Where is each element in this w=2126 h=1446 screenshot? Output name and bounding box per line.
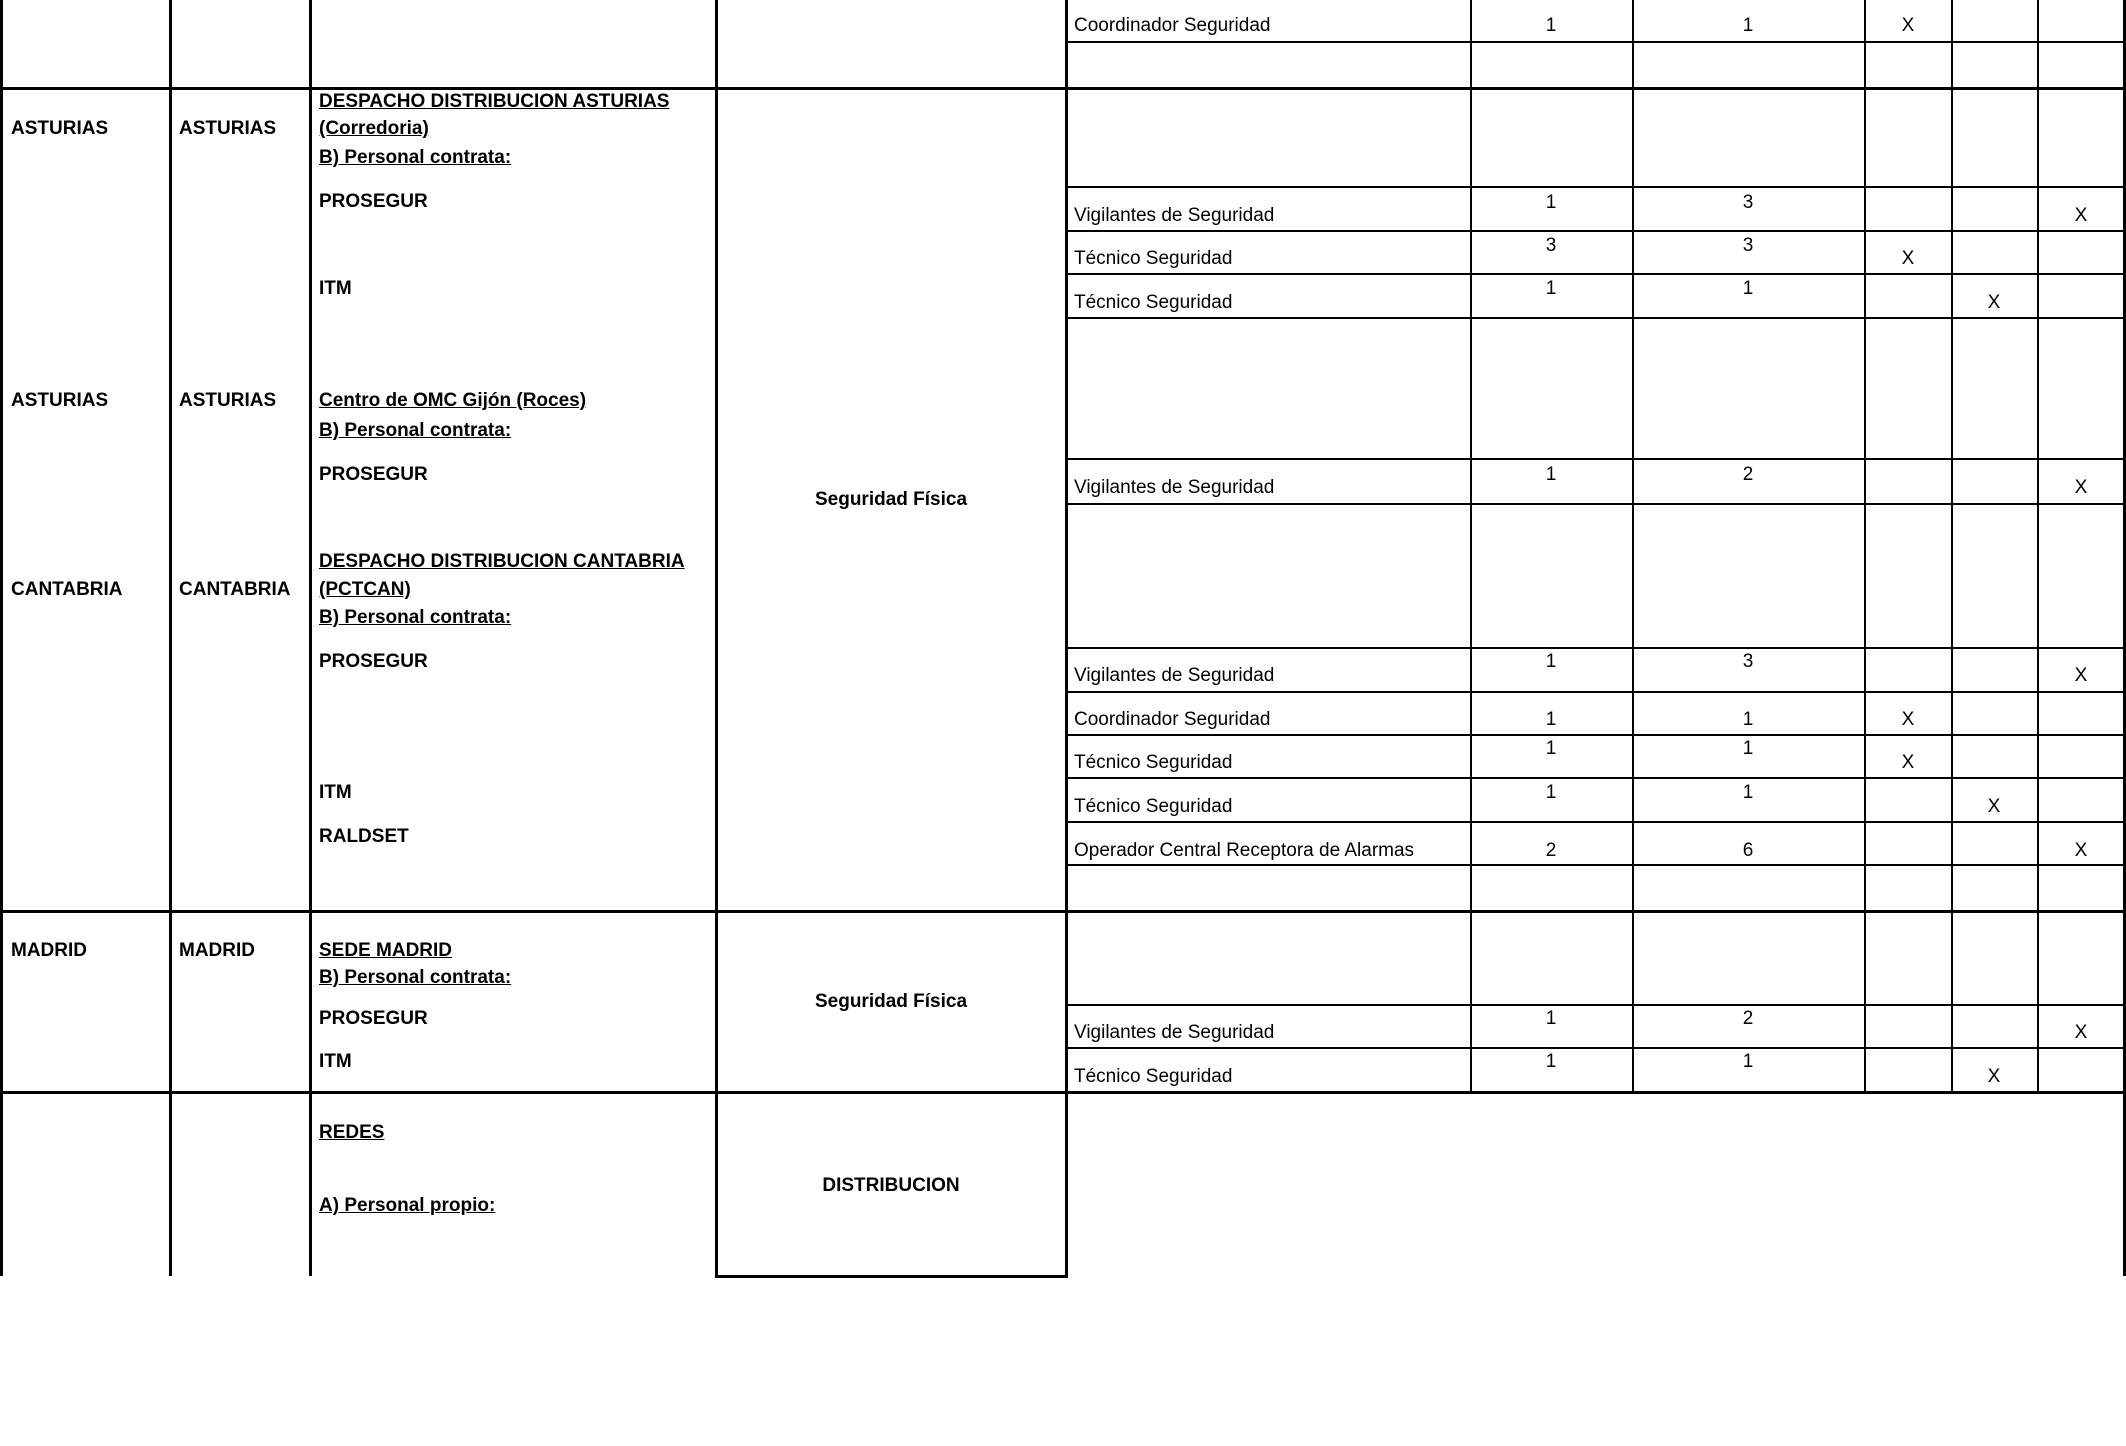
role-cell: Operador Central Receptora de Alarmas: [1074, 840, 1415, 861]
grid-line-v: [0, 0, 3, 1276]
grid-line-h: [1065, 864, 2126, 866]
count-cell: 1: [1545, 709, 1557, 730]
count-cell: 1: [1742, 278, 1754, 299]
role-cell: Vigilantes de Seguridad: [1074, 205, 1275, 226]
grid-line-h: [715, 1275, 1068, 1278]
role-cell: Técnico Seguridad: [1074, 292, 1233, 313]
role-cell: Técnico Seguridad: [1074, 796, 1233, 817]
mark-cell: X: [2074, 477, 2088, 498]
center-title: REDES: [319, 1122, 385, 1143]
count-cell: 1: [1742, 709, 1754, 730]
mark-cell: X: [1901, 752, 1915, 773]
count-cell: 1: [1545, 192, 1557, 213]
grid-line-h: [1065, 691, 2126, 693]
count-cell: 1: [1742, 1051, 1754, 1072]
grid-line-h: [1065, 1047, 2126, 1049]
grid-line-v: [309, 0, 312, 1276]
province-cell: ASTURIAS: [11, 118, 109, 139]
role-cell: Técnico Seguridad: [1074, 248, 1233, 269]
grid-line-v: [1632, 0, 1634, 1092]
count-cell: 1: [1545, 1051, 1557, 1072]
count-cell: 6: [1742, 840, 1754, 861]
mark-cell: X: [1901, 709, 1915, 730]
role-cell: Técnico Seguridad: [1074, 1066, 1233, 1087]
mark-cell: X: [1987, 292, 2001, 313]
grid-line-v: [1864, 0, 1866, 1092]
count-cell: 1: [1742, 782, 1754, 803]
grid-line-h: [1065, 647, 2126, 649]
grid-line-v: [2037, 0, 2039, 1092]
grid-line-h: [1065, 273, 2126, 275]
center-title: SEDE MADRID: [319, 940, 453, 961]
region-cell: MADRID: [179, 940, 255, 961]
company-name: ITM: [319, 1051, 352, 1072]
grid-line-v: [1470, 0, 1472, 1092]
count-cell: 2: [1742, 464, 1754, 485]
role-cell: Vigilantes de Seguridad: [1074, 477, 1275, 498]
count-cell: 3: [1742, 651, 1754, 672]
grid-line-h: [1065, 186, 2126, 188]
count-cell: 1: [1545, 782, 1557, 803]
region-cell: ASTURIAS: [179, 390, 277, 411]
company-name: PROSEGUR: [319, 191, 428, 212]
company-name: PROSEGUR: [319, 464, 428, 485]
grid-line-h: [0, 1091, 2126, 1094]
grid-line-h: [1065, 230, 2126, 232]
province-cell: MADRID: [11, 940, 87, 961]
grid-line-v: [169, 0, 172, 1276]
grid-line-h: [1065, 777, 2126, 779]
grid-line-h: [1065, 503, 2126, 505]
mark-cell: X: [1987, 796, 2001, 817]
staff-label: B) Personal contrata:: [319, 147, 512, 168]
count-cell: 1: [1742, 15, 1754, 36]
mark-cell: X: [2074, 205, 2088, 226]
count-cell: 1: [1545, 15, 1557, 36]
count-cell: 2: [1742, 1008, 1754, 1029]
region-cell: CANTABRIA: [179, 579, 291, 600]
count-cell: 1: [1545, 738, 1557, 759]
center-title: (PCTCAN): [319, 579, 411, 600]
grid-line-h: [1065, 821, 2126, 823]
role-cell: Coordinador Seguridad: [1074, 709, 1271, 730]
count-cell: 1: [1545, 1008, 1557, 1029]
mark-cell: X: [1901, 15, 1915, 36]
grid-line-h: [1065, 458, 2126, 460]
province-cell: CANTABRIA: [11, 579, 123, 600]
company-name: ITM: [319, 782, 352, 803]
staff-label: B) Personal contrata:: [319, 607, 512, 628]
function-cell: DISTRIBUCION: [822, 1175, 960, 1196]
grid-line-h: [0, 910, 2126, 913]
grid-line-h: [1065, 317, 2126, 319]
staff-label: B) Personal contrata:: [319, 967, 512, 988]
staff-label: A) Personal propio:: [319, 1195, 496, 1216]
count-cell: 1: [1545, 464, 1557, 485]
province-cell: ASTURIAS: [11, 390, 109, 411]
grid-line-v: [1065, 0, 1068, 1276]
staff-label: B) Personal contrata:: [319, 420, 512, 441]
center-title: DESPACHO DISTRIBUCION ASTURIAS: [319, 91, 670, 112]
count-cell: 1: [1545, 278, 1557, 299]
grid-line-v: [1951, 0, 1953, 1092]
grid-line-h: [1065, 1004, 2126, 1006]
role-cell: Vigilantes de Seguridad: [1074, 1022, 1275, 1043]
count-cell: 1: [1545, 651, 1557, 672]
grid-line-h: [1065, 41, 2126, 43]
role-cell: Técnico Seguridad: [1074, 752, 1233, 773]
center-title: (Corredoria): [319, 118, 429, 139]
count-cell: 3: [1742, 192, 1754, 213]
role-cell: Vigilantes de Seguridad: [1074, 665, 1275, 686]
company-name: ITM: [319, 278, 352, 299]
grid-line-h: [1065, 734, 2126, 736]
mark-cell: X: [2074, 1022, 2088, 1043]
center-title: DESPACHO DISTRIBUCION CANTABRIA: [319, 551, 685, 572]
mark-cell: X: [2074, 665, 2088, 686]
count-cell: 3: [1742, 235, 1754, 256]
role-cell: Coordinador Seguridad: [1074, 15, 1271, 36]
function-cell: Seguridad Física: [814, 991, 968, 1012]
company-name: PROSEGUR: [319, 651, 428, 672]
function-cell: Seguridad Física: [814, 489, 968, 510]
count-cell: 1: [1742, 738, 1754, 759]
count-cell: 2: [1545, 840, 1557, 861]
company-name: RALDSET: [319, 826, 409, 847]
center-title: Centro de OMC Gijón (Roces): [319, 390, 587, 411]
count-cell: 3: [1545, 235, 1557, 256]
company-name: PROSEGUR: [319, 1008, 428, 1029]
mark-cell: X: [2074, 840, 2088, 861]
mark-cell: X: [1987, 1066, 2001, 1087]
grid-line-v: [715, 0, 718, 1276]
mark-cell: X: [1901, 248, 1915, 269]
region-cell: ASTURIAS: [179, 118, 277, 139]
